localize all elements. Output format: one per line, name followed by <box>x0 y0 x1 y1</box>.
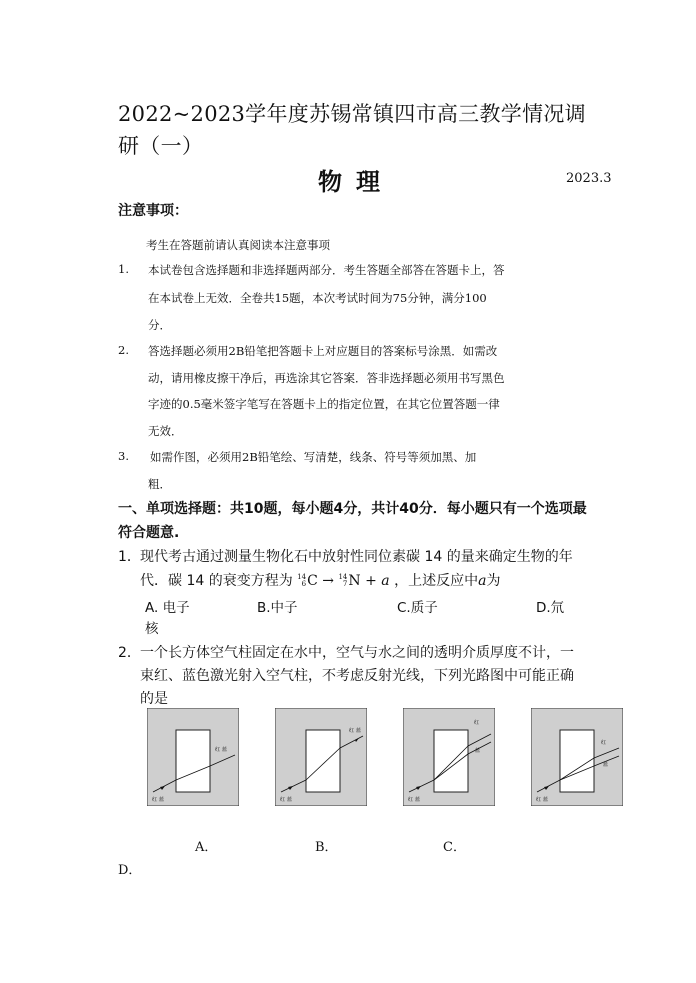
notice-item-num: 1. <box>118 262 129 276</box>
question-text: 现代考古通过测量生物化石中放射性同位素碳 14 的量来确定生物的年 <box>140 549 573 565</box>
option-d-wrap: 核 <box>145 621 159 637</box>
light-path-diagram-d <box>531 708 623 806</box>
question-number: 1． <box>118 549 141 565</box>
notice-item-line: 本试卷包含选择题和非选择题两部分．考生答题全部答在答题卡上，答 <box>148 263 505 277</box>
question-text: 的是 <box>140 691 168 707</box>
notice-item-num: 2. <box>118 343 129 357</box>
option-a: A. 电子 <box>145 600 190 616</box>
red-label: 红 <box>280 797 286 803</box>
carbon-symbol: C <box>307 573 318 589</box>
question-text-with-formula: 代．碳 14 的衰变方程为 14 6C → 14 7N + a ，上述反应中a为 <box>140 573 501 589</box>
notice-item-line: 粗． <box>148 477 171 491</box>
notice-intro: 考生在答题前请认真阅读本注意事项 <box>146 238 330 252</box>
blue-label: 蓝 <box>287 797 293 803</box>
red-label: 红 <box>349 728 355 734</box>
red-label: 红 <box>215 747 221 753</box>
question-text: 一个长方体空气柱固定在水中，空气与水之间的透明介质厚度不计，一 <box>140 645 574 661</box>
exam-title-line2: 研（一） <box>118 134 204 158</box>
nitrogen-isotope-numbers: 14 7 <box>338 573 348 588</box>
light-path-diagram-c <box>403 708 495 806</box>
red-label: 红 <box>536 797 542 803</box>
decay-equation: 14 6C → 14 7N + a <box>297 573 390 589</box>
exam-title-line1: 2022~2023学年度苏锡常镇四市高三教学情况调 <box>118 102 586 126</box>
option-c: C.质子 <box>397 600 438 616</box>
particle-symbol: a <box>381 573 390 589</box>
notice-item-line: 动，请用橡皮擦干净后，再选涂其它答案．答非选择题必须用书写黑色 <box>148 371 505 385</box>
blue-label: 蓝 <box>603 762 609 768</box>
notice-item-line: 在本试卷上无效．全卷共15题，本次考试时间为75分钟，满分100 <box>148 291 487 305</box>
red-label: 红 <box>474 720 480 726</box>
light-path-diagram-b <box>275 708 367 806</box>
question-number: 2． <box>118 645 141 661</box>
blue-label: 蓝 <box>475 748 481 754</box>
carbon-isotope-numbers: 14 6 <box>297 573 307 588</box>
blue-label: 蓝 <box>415 797 421 803</box>
notice-item-line: 答选择题必须用2B铅笔把答题卡上对应题目的答案标号涂黑．如需改 <box>148 344 498 358</box>
blue-label: 蓝 <box>159 797 165 803</box>
notice-item-num: 3. <box>118 449 129 463</box>
notice-item-line: 如需作图，必须用2B铅笔绘、写清楚，线条、符号等须加黑、加 <box>150 450 477 464</box>
notice-item-line: 分． <box>148 318 171 332</box>
exam-date: 2023.3 <box>566 171 612 186</box>
blue-label: 蓝 <box>356 728 362 734</box>
notice-item-line: 字迹的0.5毫米签字笔写在答题卡上的指定位置，在其它位置答题一律 <box>148 397 500 411</box>
light-path-diagram-a <box>147 708 239 806</box>
choice-label-d: D． <box>118 863 142 878</box>
question-text: 束红、蓝色激光射入空气柱，不考虑反射光线，下列光路图中可能正确 <box>140 668 574 684</box>
choice-label-a: A． <box>195 840 218 855</box>
choice-label-c: C． <box>443 840 466 855</box>
blue-label: 蓝 <box>543 797 549 803</box>
section-heading-line1: 一、单项选择题：共10题，每小题4分，共计40分．每小题只有一个选项最 <box>118 501 587 517</box>
option-d: D.氘 <box>536 600 565 616</box>
choice-label-b: B． <box>315 840 338 855</box>
nitrogen-symbol: N <box>348 573 361 589</box>
option-b: B.中子 <box>257 600 298 616</box>
notice-item-line: 无效． <box>148 424 183 438</box>
subject-title: 物理 <box>318 167 394 196</box>
red-label: 红 <box>152 797 158 803</box>
blue-label: 蓝 <box>222 747 228 753</box>
red-label: 红 <box>601 740 607 746</box>
arrow-icon: → <box>322 573 334 589</box>
section-heading-line2: 符合题意. <box>118 525 180 541</box>
notice-heading: 注意事项： <box>118 203 188 219</box>
question-text: 代．碳 14 的衰变方程为 <box>140 573 293 589</box>
red-label: 红 <box>408 797 414 803</box>
